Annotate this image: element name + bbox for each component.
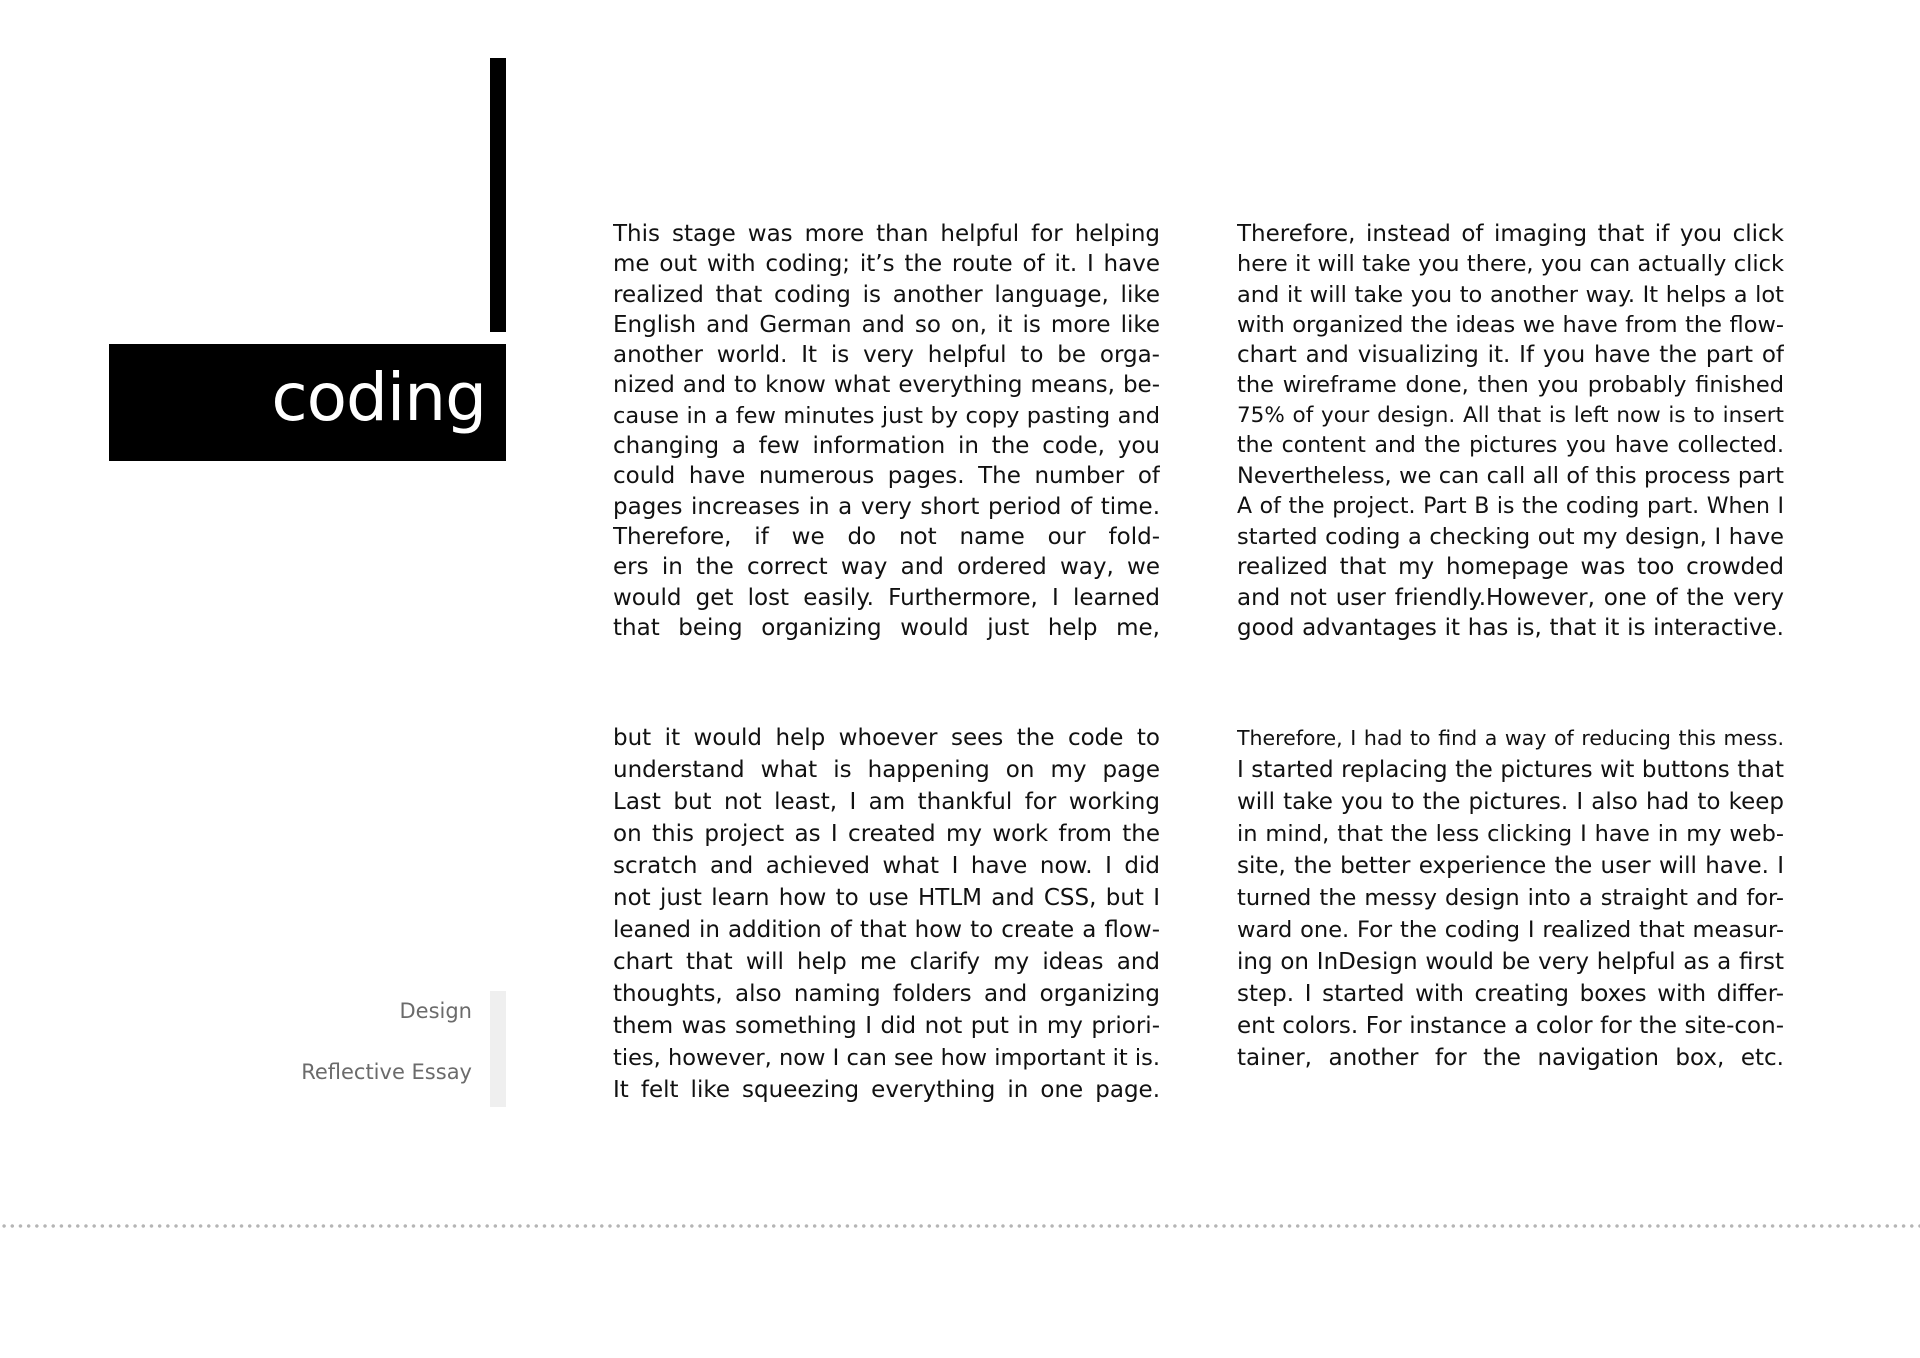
paragraph-line: ward one. For the coding I realized that measur- bbox=[1237, 917, 1784, 943]
paragraph-line: Nevertheless, we can call all of this process part bbox=[1237, 463, 1784, 490]
paragraph-line: ing on InDesign would be very helpful as a first bbox=[1237, 949, 1784, 975]
paragraph-line: pages increases in a very short period of time. bbox=[613, 493, 1160, 520]
tag-design: Design bbox=[399, 999, 472, 1023]
paragraph-line: understand what is happening on my page bbox=[613, 757, 1160, 783]
paragraph-line: nized and to know what everything means, be- bbox=[613, 372, 1160, 399]
paragraph-line: Therefore, if we do not name our fold- bbox=[613, 523, 1160, 550]
paragraph-line: ers in the correct way and ordered way, we bbox=[613, 554, 1160, 581]
paragraph-line: Therefore, I had to find a way of reducing this mess. bbox=[1237, 726, 1784, 750]
paragraph-line: realized that my homepage was too crowded bbox=[1237, 554, 1784, 581]
chapter-title-box bbox=[109, 344, 506, 461]
paragraph-line: started coding a checking out my design, I have bbox=[1237, 523, 1784, 550]
paragraph-line: thoughts, also naming folders and organizing bbox=[613, 981, 1160, 1007]
paragraph-line: could have numerous pages. The number of bbox=[613, 463, 1160, 490]
paragraph-line: ent colors. For instance a color for the site-con- bbox=[1237, 1013, 1784, 1039]
paragraph-line: would get lost easily. Furthermore, I learned bbox=[613, 584, 1160, 611]
paragraph-line: that being organizing would just help me, bbox=[613, 614, 1160, 641]
paragraph-line: changing a few information in the code, you bbox=[613, 433, 1160, 460]
paragraph-line: This stage was more than helpful for helping bbox=[613, 221, 1160, 247]
text-column-top-left bbox=[613, 219, 1160, 643]
paragraph-line: English and German and so on, it is more like bbox=[613, 311, 1160, 338]
paragraph-line: me out with coding; it’s the route of it. I have bbox=[613, 251, 1160, 278]
paragraph-line: and it will take you to another way. It helps a lot bbox=[1237, 281, 1784, 308]
paragraph-line: on this project as I created my work from the bbox=[613, 821, 1160, 847]
paragraph-line: not just learn how to use HTLM and CSS, but I bbox=[613, 885, 1160, 911]
paragraph-line: ties, however, now I can see how important it is. bbox=[613, 1045, 1160, 1071]
paragraph-line: I started replacing the pictures wit buttons that bbox=[1237, 757, 1784, 783]
paragraph-line: but it would help whoever sees the code to bbox=[613, 725, 1160, 751]
paragraph-line: A of the project. Part B is the coding part. When I bbox=[1237, 493, 1784, 519]
text-column-bottom-left bbox=[613, 722, 1160, 1106]
tag-reflective-essay: Reflective Essay bbox=[301, 1060, 472, 1084]
text-column-top-right bbox=[1237, 219, 1784, 643]
paragraph-line: in mind, that the less clicking I have in my web- bbox=[1237, 821, 1784, 847]
paragraph-line: will take you to the pictures. I also had to keep bbox=[1237, 789, 1784, 815]
paragraph-line: them was something I did not put in my priori- bbox=[613, 1013, 1160, 1039]
paragraph-line: the content and the pictures you have collected. bbox=[1237, 433, 1784, 459]
paragraph-line: another world. It is very helpful to be orga- bbox=[613, 342, 1160, 369]
paragraph-line: chart and visualizing it. If you have the part of bbox=[1237, 342, 1784, 369]
dotted-divider bbox=[0, 1224, 1920, 1228]
paragraph-line: It felt like squeezing everything in one page. bbox=[613, 1077, 1160, 1103]
paragraph-line: Last but not least, I am thankful for working bbox=[613, 789, 1160, 815]
paragraph-line: cause in a few minutes just by copy pasting and bbox=[613, 402, 1160, 429]
paragraph-line: 75% of your design. All that is left now is to insert bbox=[1237, 402, 1784, 428]
paragraph-line: here it will take you there, you can actually click bbox=[1237, 251, 1784, 278]
text-column-bottom-right bbox=[1237, 722, 1784, 1074]
paragraph-line: turned the messy design into a straight and for- bbox=[1237, 885, 1784, 911]
paragraph-line: good advantages it has is, that it is interactive. bbox=[1237, 614, 1784, 641]
paragraph-line: chart that will help me clarify my ideas and bbox=[613, 949, 1160, 975]
paragraph-line: scratch and achieved what I have now. I did bbox=[613, 853, 1160, 879]
paragraph-line: tainer, another for the navigation box, etc. bbox=[1237, 1045, 1784, 1071]
paragraph-line: site, the better experience the user will have. I bbox=[1237, 853, 1784, 879]
paragraph-line: with organized the ideas we have from the flow- bbox=[1237, 311, 1784, 338]
paragraph-line: leaned in addition of that how to create a flow- bbox=[613, 917, 1160, 943]
paragraph-line: the wireframe done, then you probably finished bbox=[1237, 372, 1784, 399]
paragraph-line: and not user friendly.However, one of the very bbox=[1237, 584, 1784, 611]
tag-accent-bar bbox=[490, 991, 506, 1107]
paragraph-line: Therefore, instead of imaging that if you click bbox=[1237, 221, 1784, 247]
chapter-title: coding bbox=[271, 359, 486, 436]
paragraph-line: step. I started with creating boxes with differ- bbox=[1237, 981, 1784, 1007]
paragraph-line: realized that coding is another language, like bbox=[613, 281, 1160, 308]
vertical-accent-bar bbox=[490, 58, 506, 332]
